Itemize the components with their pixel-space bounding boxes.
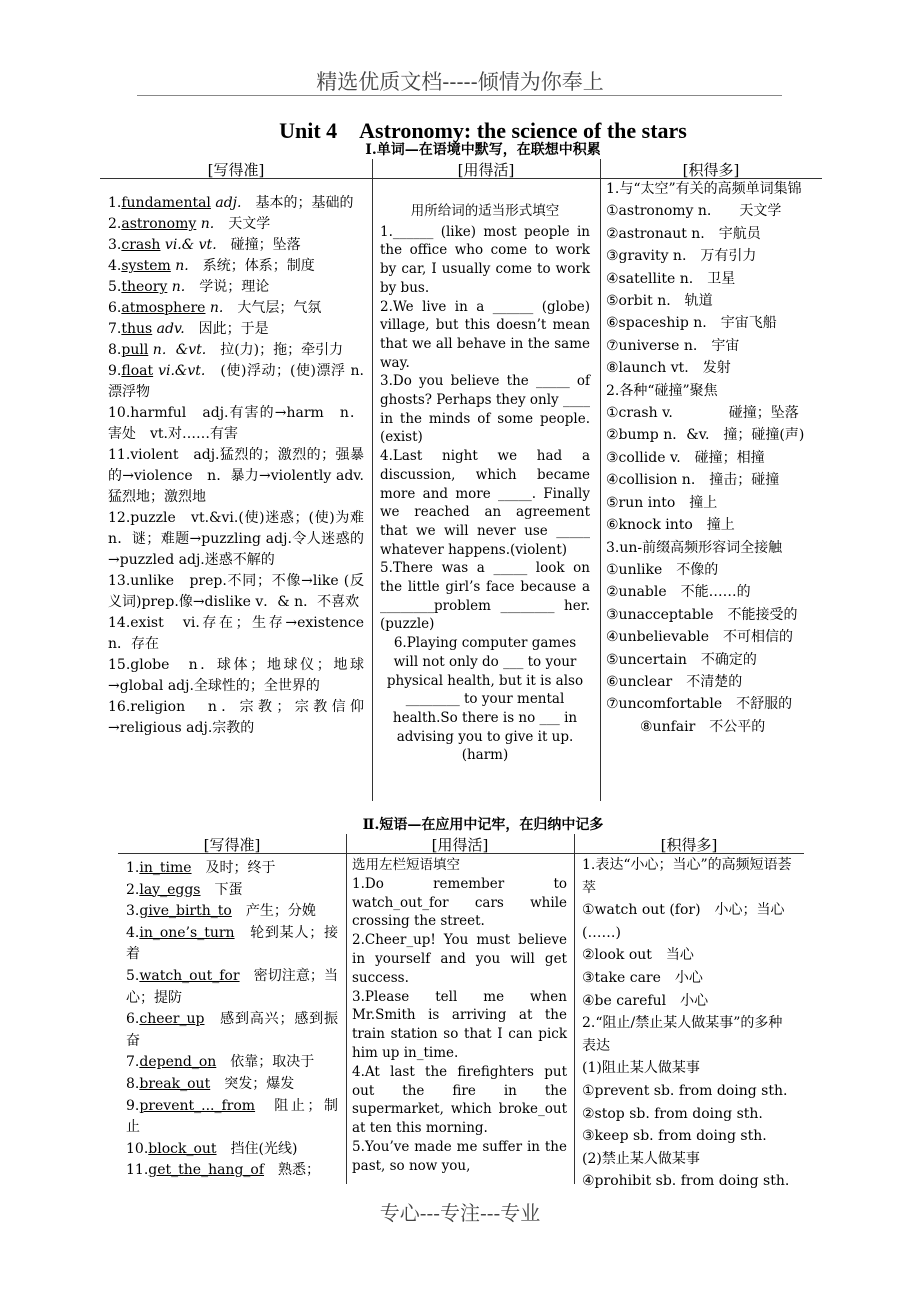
phrase-line: (1)阻止某人做某事	[582, 1060, 700, 1077]
phrase-entry	[126, 901, 338, 923]
meaning: 下蛋	[200, 881, 243, 898]
vocab-line: ①astronomy n. 天文学	[606, 203, 782, 220]
word-entry: 16.religion n．宗教；宗教信仰→religious adj.宗教的	[108, 699, 364, 736]
phrase: get_the_hang_of	[148, 1162, 265, 1179]
entry-number: 4.	[108, 258, 122, 274]
s2-col-header-right: [积得多]	[660, 836, 718, 854]
vocab-line: ⑤run into 撞上	[606, 494, 718, 511]
entry-number: 6.	[108, 300, 122, 316]
entry-number: 3.	[108, 237, 122, 253]
meaning: 碰撞；坠落	[216, 237, 301, 253]
phrase-line: ②stop sb. from doing sth.	[582, 1105, 763, 1122]
word-entry: 12.puzzle vt.&vi.(使)迷惑；(使)为难 n．谜；难题→puzzling adj.令人迷惑的→puzzled adj.迷惑不解的	[108, 510, 364, 568]
s1-col-header-left: [写得准]	[207, 161, 265, 179]
meaning: 学说；理论	[185, 279, 270, 295]
meaning: 产生；分娩	[231, 903, 316, 920]
exercise-sentence: 2.Cheer_up! You must believe in yourself and you will get success.	[352, 932, 567, 986]
entry-number: 8.	[108, 342, 122, 358]
meaning: 感到高兴；感到振奋	[126, 1011, 338, 1049]
s2-col-header-left: [写得准]	[203, 836, 261, 854]
word-entry: 14.exist vi.存在；生存→existence n．存在	[108, 615, 364, 652]
part-of-speech: adj.	[210, 195, 242, 211]
vocab-line: ③gravity n. 万有引力	[606, 248, 757, 265]
entry-number: 5.	[126, 967, 140, 984]
vocab-line: ⑥unclear 不清楚的	[606, 673, 743, 690]
s2-left-column	[126, 858, 338, 1182]
headword: fundamental	[121, 195, 211, 211]
word-entry	[108, 340, 364, 361]
entry-number: 2.	[108, 216, 122, 232]
unit-title: Unit 4 Astronomy: the science of the stars	[279, 118, 687, 143]
vocab-line: ⑧launch vt. 发射	[606, 360, 731, 377]
s1-col-header-right: [积得多]	[682, 161, 740, 179]
word-entry	[108, 256, 364, 277]
phrase-entry	[126, 858, 338, 880]
headword: float	[121, 363, 154, 379]
meaning: 大气层；气氛	[223, 300, 322, 316]
headword: atmosphere	[121, 300, 206, 316]
s1-col-header-middle: [用得活]	[457, 161, 515, 179]
phrase-line: 2.“阻止/禁止某人做某事”的多种表达	[582, 1015, 783, 1054]
phrase-line: ④prohibit sb. from doing sth.	[582, 1173, 790, 1190]
entry-number: 11.	[126, 1162, 149, 1179]
entry-number: 8.	[126, 1075, 140, 1092]
phrase-entry	[126, 880, 338, 902]
part-of-speech: n.	[170, 258, 189, 274]
s2-col-divider-1	[346, 834, 347, 1184]
phrase: in_time	[139, 860, 192, 876]
meaning: 及时；终于	[191, 860, 276, 876]
s2-middle-column	[352, 856, 567, 1176]
vocab-line: ②bump n．&v. 撞；碰撞(声)	[606, 427, 805, 444]
entry-number: 4.	[126, 924, 140, 941]
entry-number: 5.	[108, 279, 122, 295]
word-entry	[108, 277, 364, 298]
entry-number: 9.	[108, 363, 122, 379]
phrase: prevent_..._from	[139, 1097, 256, 1114]
vocab-line: ②astronaut n. 宇航员	[606, 225, 761, 242]
meaning: 因此；于是	[184, 321, 269, 337]
entry-number: 7.	[126, 1054, 140, 1071]
phrase-line: 1.表达“小心；当心”的高频短语荟萃	[582, 857, 792, 896]
part-of-speech: n.	[196, 216, 215, 232]
header-divider	[137, 95, 782, 96]
exercise-sentence: 1.Do remember to watch_out_for cars while crossing the street.	[352, 875, 567, 930]
vocab-line: ④satellite n. 卫星	[606, 270, 736, 287]
part-of-speech: vi.&vt.	[153, 363, 206, 379]
part-of-speech: n.	[167, 279, 186, 295]
headword: crash	[121, 237, 161, 253]
section1-heading: Ⅰ.单词—在语境中默写，在联想中积累	[365, 142, 601, 158]
vocab-line: ⑤orbit n. 轨道	[606, 293, 713, 310]
vocab-line: ⑧unfair 不公平的	[640, 718, 766, 735]
s1-col-divider-1	[372, 159, 373, 801]
meaning: 密切注意；当心；提防	[126, 967, 338, 1006]
meaning: 挡住(光线)	[216, 1140, 298, 1157]
phrase-line: ④be careful 小心	[582, 992, 709, 1009]
meaning: 熟悉；	[264, 1162, 321, 1179]
word-entry	[108, 214, 364, 235]
exercise-sentence: 4.At last the firefighters put out the fire in the supermarket, which broke_out at ten this morning.	[352, 1063, 567, 1137]
vocab-line: ⑦uncomfortable 不舒服的	[606, 696, 793, 713]
exercise-sentence: 5.There was a _____ look on the little girl’s face because a ________problem ________ her.(puzzle)	[380, 560, 590, 633]
phrase: give_birth_to	[139, 903, 232, 920]
entry-number: 2.	[126, 881, 140, 898]
vocab-line: ④unbelievable 不可相信的	[606, 629, 794, 646]
meaning: 天文学	[214, 216, 271, 232]
word-entry	[108, 298, 364, 319]
word-list	[108, 193, 379, 739]
vocab-line: ④collision n. 撞击；碰撞	[606, 472, 780, 489]
phrase-entry	[126, 1074, 338, 1096]
vocab-line: ②unable 不能……的	[606, 584, 751, 601]
entry-number: 6.	[126, 1011, 140, 1028]
part-of-speech: n.	[205, 300, 224, 316]
vocab-line: ⑦universe n. 宇宙	[606, 337, 740, 354]
phrase-entry	[126, 1139, 338, 1161]
phrase-entry	[126, 1009, 338, 1052]
exercise-sentence: 3.Do you believe the _____ of ghosts? Perhaps they only ____ in the minds of some people.(exist)	[380, 373, 590, 446]
page-footer: 专心---专注---专业	[379, 1201, 541, 1225]
s2-middle-intro: 选用左栏短语填空	[352, 857, 460, 873]
phrase-entry	[126, 923, 338, 966]
headword: thus	[121, 321, 153, 337]
phrase-line: ③take care 小心	[582, 969, 703, 986]
phrase: lay_eggs	[139, 881, 201, 898]
phrase-line: ②look out 当心	[582, 947, 694, 964]
entry-number: 1.	[126, 860, 140, 876]
word-entry	[108, 193, 364, 214]
word-entry: 13.unlike prep.不同；不像→like (反义词)prep.像→dislike v．& n．不喜欢	[108, 573, 364, 610]
entry-number: 1.	[108, 195, 122, 211]
phrase-line: ①watch out (for) 小心；当心(……)	[582, 902, 785, 941]
s1-left-column	[108, 193, 379, 739]
word-entry: 10.harmful adj.有害的→harm n．害处 vt.对……有害	[108, 405, 364, 442]
exercise-sentence: 4.Last night we had a discussion, which became more and more _____. Finally we reached an agreement that we will never use _____ whatever happens.(violent)	[380, 448, 590, 558]
meaning: 轮到某人；接着	[126, 924, 338, 963]
meaning: 依靠；取决于	[216, 1054, 315, 1071]
phrase-exercise-list	[352, 875, 567, 1176]
word-entry	[108, 235, 364, 256]
phrase-line: ③keep sb. from doing sth.	[582, 1128, 767, 1145]
headword: system	[121, 258, 171, 274]
phrase-line: ①prevent sb. from doing sth.	[582, 1082, 788, 1099]
s2-col-header-middle: [用得活]	[431, 836, 489, 854]
vocab-line: ⑤uncertain 不确定的	[606, 651, 757, 668]
word-entry	[108, 319, 364, 340]
vocab-line: 3.un-前缀高频形容词全接触	[606, 539, 783, 556]
s1-middle-column	[380, 202, 590, 765]
section2-heading: Ⅱ.短语—在应用中记牢，在归纳中记多	[362, 817, 604, 833]
exercise-sentence: 1.______ (like) most people in the office who come to work by car, I usually come to work by bus.	[380, 223, 590, 296]
phrase-entry	[126, 1160, 338, 1182]
exercise-list	[380, 223, 590, 765]
phrase: watch_out_for	[139, 967, 240, 984]
entry-number: 9.	[126, 1097, 140, 1114]
word-entry	[108, 361, 379, 403]
vocab-line: ①unlike 不像的	[606, 561, 719, 578]
phrase: depend_on	[139, 1054, 217, 1071]
phrase: cheer_up	[139, 1011, 205, 1028]
entry-number: 7.	[108, 321, 122, 337]
exercise-sentence: 5.You’ve made me suffer in the past, so now you,	[352, 1138, 567, 1174]
vocab-line: ⑥spaceship n. 宇宙飞船	[606, 315, 777, 332]
meaning: 阻止；制止	[126, 1097, 338, 1136]
word-entry: 11.violent adj.猛烈的；激烈的；强暴的→violence n．暴力→violently adv.猛烈地；激烈地	[108, 447, 364, 505]
vocab-line: ①crash v. 碰撞；坠落	[606, 405, 799, 422]
vocab-line: 1.与“太空”有关的高频单词集锦	[606, 181, 802, 197]
word-entry: 15.globe n．球体；地球仪；地球→global adj.全球性的；全世界的	[108, 657, 364, 694]
phrase-entry	[126, 966, 338, 1009]
phrase-entry	[126, 1052, 338, 1074]
exercise-sentence: 6.Playing computer games will not only do ___ to your physical health, but it is also ________ to your mental health.So there is no ___ in advising you to give it up.(harm)	[386, 635, 584, 764]
meaning: 突发；爆发	[210, 1075, 295, 1092]
s2-right-column	[582, 854, 796, 1193]
entry-number: 10.	[126, 1140, 149, 1157]
phrase-list	[126, 858, 338, 1182]
meaning: 系统；体系；制度	[188, 258, 315, 274]
phrase: break_out	[139, 1075, 211, 1092]
meaning: (使)浮动；(使)漂浮 n. 漂浮物	[108, 363, 379, 400]
vocab-line: 2.各种“碰撞”聚焦	[606, 382, 718, 399]
meaning: 基本的；基础的	[241, 195, 354, 211]
headword: astronomy	[121, 216, 197, 232]
exercise-sentence: 2.We live in a ______ (globe) village, but this doesn’t mean that we all behave in the same way.	[380, 298, 590, 371]
meaning: 拉(力)；拖；牵引力	[206, 342, 344, 358]
page-header: 精选优质文档-----倾情为你奉上	[316, 70, 604, 94]
s2-col-divider-2	[574, 834, 575, 1184]
vocab-collection	[606, 178, 814, 738]
phrase: in_one’s_turn	[139, 924, 235, 941]
exercise-sentence: 3.Please tell me when Mr.Smith is arriving at the train station so that I can pick him up in_time.	[352, 988, 567, 1061]
s1-middle-intro: 用所给词的适当形式填空	[410, 203, 560, 219]
vocab-line: ③unacceptable 不能接受的	[606, 606, 798, 623]
part-of-speech: adv.	[152, 321, 185, 337]
vocab-line: ⑥knock into 撞上	[606, 517, 735, 534]
phrase-entry	[126, 1096, 338, 1139]
entry-number: 3.	[126, 903, 140, 920]
phrase-collection	[582, 854, 796, 1193]
headword: theory	[121, 279, 168, 295]
headword: pull	[121, 342, 149, 358]
s1-right-column	[606, 178, 814, 738]
s1-col-divider-2	[600, 159, 601, 801]
part-of-speech: n．&vt.	[148, 342, 207, 358]
part-of-speech: vi.& vt.	[160, 237, 217, 253]
phrase: block_out	[148, 1140, 217, 1157]
phrase-line: (2)禁止某人做某事	[582, 1150, 700, 1167]
vocab-line: ③collide v. 碰撞；相撞	[606, 449, 765, 466]
